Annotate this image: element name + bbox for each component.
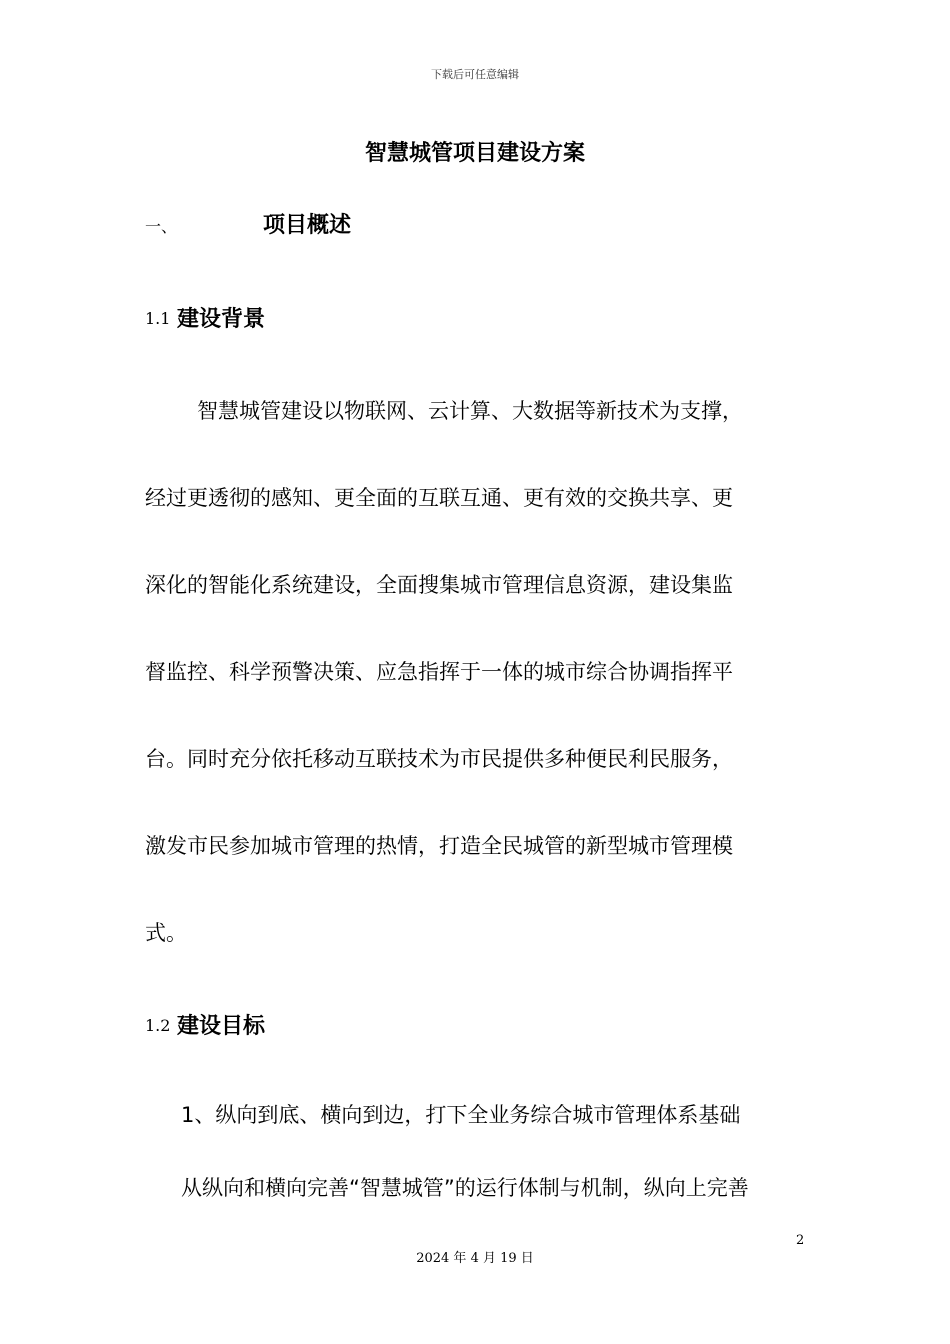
subsection-number: 1.1 bbox=[145, 309, 171, 328]
paragraph-line: 督监控、科学预警决策、应急指挥于一体的城市综合协调指挥平 bbox=[145, 660, 733, 684]
paragraph-line: 式。 bbox=[145, 921, 187, 945]
document-title: 智慧城管项目建设方案 bbox=[364, 141, 585, 166]
subsection-title: 建设背景 bbox=[177, 307, 266, 332]
paragraph-line: 台。同时充分依托移动互联技术为市民提供多种便民利民服务， bbox=[145, 747, 733, 771]
footer-date: 2024 年 4 月 19 日 bbox=[416, 1251, 534, 1266]
paragraph-line: 深化的智能化系统建设，全面搜集城市管理信息资源，建设集监 bbox=[145, 573, 733, 597]
section-number: 一、 bbox=[145, 217, 178, 236]
paragraph-line: 智慧城管建设以物联网、云计算、大数据等新技术为支撑， bbox=[197, 399, 743, 423]
paragraph-line: 经过更透彻的感知、更全面的互联互通、更有效的交换共享、更 bbox=[145, 486, 733, 510]
paragraph-line: 1、纵向到底、横向到边，打下全业务综合城市管理体系基础 bbox=[181, 1103, 741, 1127]
page-number: 2 bbox=[796, 1233, 805, 1248]
header-note: 下载后可任意编辑 bbox=[431, 68, 519, 81]
subsection-number: 1.2 bbox=[145, 1016, 171, 1035]
section-title: 项目概述 bbox=[263, 213, 352, 238]
paragraph-line: 激发市民参加城市管理的热情，打造全民城管的新型城市管理模 bbox=[145, 834, 733, 858]
paragraph-line: 从纵向和横向完善“智慧城管”的运行体制与机制，纵向上完善 bbox=[181, 1176, 749, 1200]
subsection-title: 建设目标 bbox=[177, 1014, 266, 1039]
